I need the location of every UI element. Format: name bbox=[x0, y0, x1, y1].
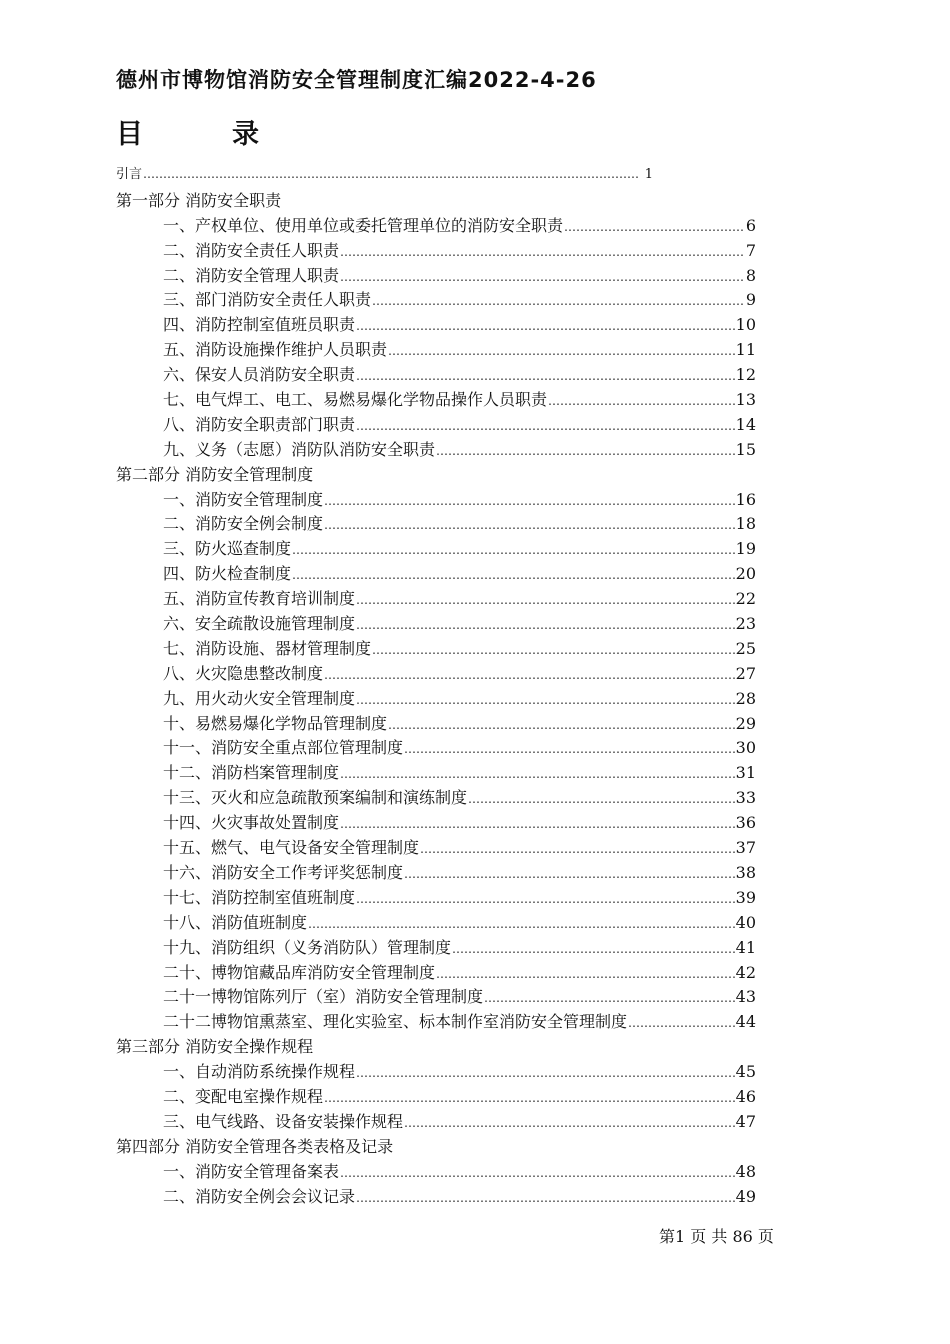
toc-entry-page-number: 39 bbox=[735, 887, 756, 907]
toc-leader-dots bbox=[356, 319, 735, 333]
toc-part-label: 第三部分 消防安全操作规程 bbox=[116, 1037, 314, 1057]
toc-entry-label: 二十一博物馆陈列厅（室）消防安全管理制度 bbox=[163, 987, 484, 1007]
toc-entry[interactable] bbox=[116, 1059, 756, 1084]
toc-entry-label: 二十二博物馆熏蒸室、理化实验室、标本制作室消防安全管理制度 bbox=[163, 1012, 628, 1032]
toc-entry[interactable] bbox=[116, 1084, 756, 1109]
toc-entry[interactable] bbox=[116, 312, 756, 337]
document-title: 德州市博物馆消防安全管理制度汇编2022-4-26 bbox=[116, 68, 597, 92]
toc-entry-label: 十五、燃气、电气设备安全管理制度 bbox=[163, 838, 420, 858]
toc-entry[interactable] bbox=[116, 611, 756, 636]
toc-entry-page-number: 49 bbox=[735, 1186, 756, 1206]
toc-entry-page-number: 20 bbox=[735, 564, 756, 584]
toc-part-label: 第四部分 消防安全管理各类表格及记录 bbox=[116, 1136, 394, 1156]
toc-entry[interactable] bbox=[116, 735, 756, 760]
toc-entry-page-number: 19 bbox=[735, 539, 756, 559]
toc-entry-label: 二十、博物馆藏品库消防安全管理制度 bbox=[163, 962, 436, 982]
toc-leader-dots bbox=[436, 967, 735, 981]
toc-leader-dots bbox=[356, 693, 735, 707]
toc-entry-label: 十八、消防值班制度 bbox=[163, 912, 308, 932]
toc-entry-page-number: 44 bbox=[735, 1012, 756, 1032]
toc-leader-dots bbox=[143, 167, 640, 181]
toc-entry-label: 十二、消防档案管理制度 bbox=[163, 763, 340, 783]
toc-entry[interactable] bbox=[116, 835, 756, 860]
toc-entry-label: 四、消防控制室值班员职责 bbox=[163, 315, 356, 335]
toc-leader-dots bbox=[388, 344, 735, 358]
toc-entry[interactable] bbox=[116, 337, 756, 362]
toc-entry[interactable] bbox=[116, 661, 756, 686]
toc-entry-label: 八、火灾隐患整改制度 bbox=[163, 663, 324, 683]
toc-entry-label: 四、防火检查制度 bbox=[163, 564, 292, 584]
toc-leader-dots bbox=[628, 1016, 735, 1030]
toc-intro-line[interactable] bbox=[116, 163, 653, 188]
toc-entry[interactable] bbox=[116, 910, 756, 935]
toc-entry-label: 一、消防安全管理备案表 bbox=[163, 1161, 340, 1181]
toc-entry-page-number: 16 bbox=[735, 489, 756, 509]
toc-entry-page-number: 10 bbox=[735, 315, 756, 335]
toc-entry-page-number: 27 bbox=[735, 663, 756, 683]
toc-entry-label: 七、电气焊工、电工、易燃易爆化学物品操作人员职责 bbox=[163, 390, 548, 410]
toc-leader-dots bbox=[436, 444, 735, 458]
toc-entry-page-number: 11 bbox=[735, 340, 756, 360]
toc-entry-label: 十九、消防组织（义务消防队）管理制度 bbox=[163, 937, 452, 957]
toc-entry-label: 一、产权单位、使用单位或委托管理单位的消防安全职责 bbox=[163, 215, 564, 235]
toc-part-heading[interactable] bbox=[116, 462, 756, 487]
toc-leader-dots bbox=[468, 792, 735, 806]
toc-leader-dots bbox=[356, 593, 735, 607]
toc-entry[interactable] bbox=[116, 213, 756, 238]
toc-leader-dots bbox=[404, 1116, 735, 1130]
toc-entry-label: 十六、消防安全工作考评奖惩制度 bbox=[163, 862, 404, 882]
toc-leader-dots bbox=[388, 718, 735, 732]
toc-leader-dots bbox=[340, 817, 735, 831]
toc-entry[interactable] bbox=[116, 437, 756, 462]
toc-entry-page-number: 14 bbox=[735, 414, 756, 434]
toc-intro-page: 1 bbox=[644, 167, 653, 182]
toc-entry-page-number: 43 bbox=[735, 987, 756, 1007]
toc-leader-dots bbox=[356, 618, 735, 632]
toc-part-heading[interactable] bbox=[116, 188, 756, 213]
toc-entry[interactable] bbox=[116, 760, 756, 785]
toc-part-label: 第一部分 消防安全职责 bbox=[116, 190, 282, 210]
toc-entry[interactable] bbox=[116, 287, 756, 312]
toc-entry-label: 十三、灭火和应急疏散预案编制和演练制度 bbox=[163, 788, 468, 808]
toc-entry-page-number: 28 bbox=[735, 688, 756, 708]
toc-heading: 目 录 bbox=[116, 119, 261, 150]
toc-leader-dots bbox=[356, 1191, 735, 1205]
toc-entry-label: 五、消防设施操作维护人员职责 bbox=[163, 340, 388, 360]
toc-leader-dots bbox=[420, 842, 735, 856]
toc-entry[interactable] bbox=[116, 536, 756, 561]
toc-entry-label: 九、义务（志愿）消防队消防安全职责 bbox=[163, 439, 436, 459]
toc-entry-label: 六、安全疏散设施管理制度 bbox=[163, 614, 356, 634]
toc-entry-label: 二、消防安全例会制度 bbox=[163, 514, 324, 534]
toc-entry[interactable] bbox=[116, 810, 756, 835]
toc-leader-dots bbox=[548, 394, 735, 408]
toc-leader-dots bbox=[404, 742, 735, 756]
toc-entry-page-number: 23 bbox=[735, 614, 756, 634]
toc-part-heading[interactable] bbox=[116, 1034, 756, 1059]
toc-entry[interactable] bbox=[116, 1109, 756, 1134]
toc-entry[interactable] bbox=[116, 263, 756, 288]
toc-entry[interactable] bbox=[116, 238, 756, 263]
toc-leader-dots bbox=[452, 942, 735, 956]
toc-leader-dots bbox=[372, 294, 743, 308]
toc-entry-page-number: 15 bbox=[735, 439, 756, 459]
toc-entry-label: 二、消防安全例会会议记录 bbox=[163, 1186, 356, 1206]
toc-entry[interactable] bbox=[116, 711, 756, 736]
toc-leader-dots bbox=[340, 767, 735, 781]
toc-entry[interactable] bbox=[116, 686, 756, 711]
toc-entry-page-number: 42 bbox=[735, 962, 756, 982]
toc-entry-page-number: 25 bbox=[735, 638, 756, 658]
toc-entry[interactable] bbox=[116, 984, 756, 1009]
toc-leader-dots bbox=[484, 991, 735, 1005]
toc-entry-label: 二、变配电室操作规程 bbox=[163, 1086, 324, 1106]
toc-entry-page-number: 37 bbox=[735, 838, 756, 858]
toc-entry-label: 八、消防安全职责部门职责 bbox=[163, 414, 356, 434]
toc-entry-page-number: 13 bbox=[735, 390, 756, 410]
toc-entry-page-number: 45 bbox=[735, 1062, 756, 1082]
toc-entry[interactable] bbox=[116, 960, 756, 985]
toc-entry[interactable] bbox=[116, 412, 756, 437]
toc-entry-label: 三、电气线路、设备安装操作规程 bbox=[163, 1111, 404, 1131]
page-indicator: 第1 页 共 86 页 bbox=[659, 1227, 774, 1246]
toc-entry[interactable] bbox=[116, 387, 756, 412]
toc-leader-dots bbox=[308, 917, 735, 931]
toc-entry-label: 六、保安人员消防安全职责 bbox=[163, 365, 356, 385]
toc-entry[interactable] bbox=[116, 785, 756, 810]
toc-entry-page-number: 41 bbox=[735, 937, 756, 957]
toc-entry-label: 十一、消防安全重点部位管理制度 bbox=[163, 738, 404, 758]
toc-entry-page-number: 6 bbox=[745, 215, 756, 235]
toc-entry[interactable] bbox=[116, 1009, 756, 1034]
toc-entry-label: 一、自动消防系统操作规程 bbox=[163, 1062, 356, 1082]
toc-entry-label: 一、消防安全管理制度 bbox=[163, 489, 324, 509]
toc-leader-dots bbox=[340, 245, 743, 259]
toc-intro-label: 引言 bbox=[116, 167, 143, 182]
toc-leader-dots bbox=[372, 643, 735, 657]
toc-entry-label: 十、易燃易爆化学物品管理制度 bbox=[163, 713, 388, 733]
table-of-contents bbox=[116, 163, 756, 1208]
toc-part-heading[interactable] bbox=[116, 1134, 756, 1159]
toc-entry-page-number: 47 bbox=[735, 1111, 756, 1131]
toc-leader-dots bbox=[564, 220, 743, 234]
toc-entry[interactable] bbox=[116, 860, 756, 885]
toc-leader-dots bbox=[356, 369, 735, 383]
toc-entry-page-number: 29 bbox=[735, 713, 756, 733]
toc-entry-label: 七、消防设施、器材管理制度 bbox=[163, 638, 372, 658]
toc-entry[interactable] bbox=[116, 885, 756, 910]
toc-entry-page-number: 22 bbox=[735, 589, 756, 609]
toc-entry-page-number: 12 bbox=[735, 365, 756, 385]
toc-leader-dots bbox=[404, 867, 735, 881]
toc-entry-page-number: 48 bbox=[735, 1161, 756, 1181]
toc-leader-dots bbox=[324, 518, 735, 532]
toc-entry-label: 十七、消防控制室值班制度 bbox=[163, 887, 356, 907]
toc-entry[interactable] bbox=[116, 561, 756, 586]
toc-entry-page-number: 18 bbox=[735, 514, 756, 534]
toc-part-label: 第二部分 消防安全管理制度 bbox=[116, 464, 314, 484]
toc-entry-page-number: 40 bbox=[735, 912, 756, 932]
toc-entry-label: 二、消防安全责任人职责 bbox=[163, 240, 340, 260]
toc-leader-dots bbox=[356, 1066, 735, 1080]
toc-entry[interactable] bbox=[116, 487, 756, 512]
toc-entry-page-number: 38 bbox=[735, 862, 756, 882]
toc-entry[interactable] bbox=[116, 1159, 756, 1184]
toc-entry-page-number: 7 bbox=[745, 240, 756, 260]
toc-entry-page-number: 33 bbox=[735, 788, 756, 808]
toc-entry-page-number: 31 bbox=[735, 763, 756, 783]
toc-entry-label: 五、消防宣传教育培训制度 bbox=[163, 589, 356, 609]
toc-leader-dots bbox=[324, 668, 735, 682]
toc-leader-dots bbox=[292, 568, 735, 582]
toc-leader-dots bbox=[356, 892, 735, 906]
toc-entry[interactable] bbox=[116, 935, 756, 960]
toc-entry[interactable] bbox=[116, 636, 756, 661]
toc-entry-page-number: 30 bbox=[735, 738, 756, 758]
toc-leader-dots bbox=[340, 1166, 735, 1180]
toc-leader-dots bbox=[356, 419, 735, 433]
toc-entry-label: 十四、火灾事故处置制度 bbox=[163, 813, 340, 833]
toc-entry-page-number: 46 bbox=[735, 1086, 756, 1106]
toc-entry[interactable] bbox=[116, 362, 756, 387]
toc-entry-page-number: 8 bbox=[745, 265, 756, 285]
toc-entry-label: 三、防火巡查制度 bbox=[163, 539, 292, 559]
toc-entry-label: 三、部门消防安全责任人职责 bbox=[163, 290, 372, 310]
toc-leader-dots bbox=[324, 1091, 735, 1105]
toc-entry-page-number: 36 bbox=[735, 813, 756, 833]
toc-entries bbox=[116, 188, 756, 1209]
toc-entry[interactable] bbox=[116, 511, 756, 536]
toc-leader-dots bbox=[324, 494, 735, 508]
toc-entry[interactable] bbox=[116, 586, 756, 611]
toc-leader-dots bbox=[340, 270, 743, 284]
toc-entry-label: 九、用火动火安全管理制度 bbox=[163, 688, 356, 708]
toc-entry-label: 二、消防安全管理人职责 bbox=[163, 265, 340, 285]
toc-entry[interactable] bbox=[116, 1184, 756, 1209]
toc-entry-page-number: 9 bbox=[745, 290, 756, 310]
toc-leader-dots bbox=[292, 543, 735, 557]
